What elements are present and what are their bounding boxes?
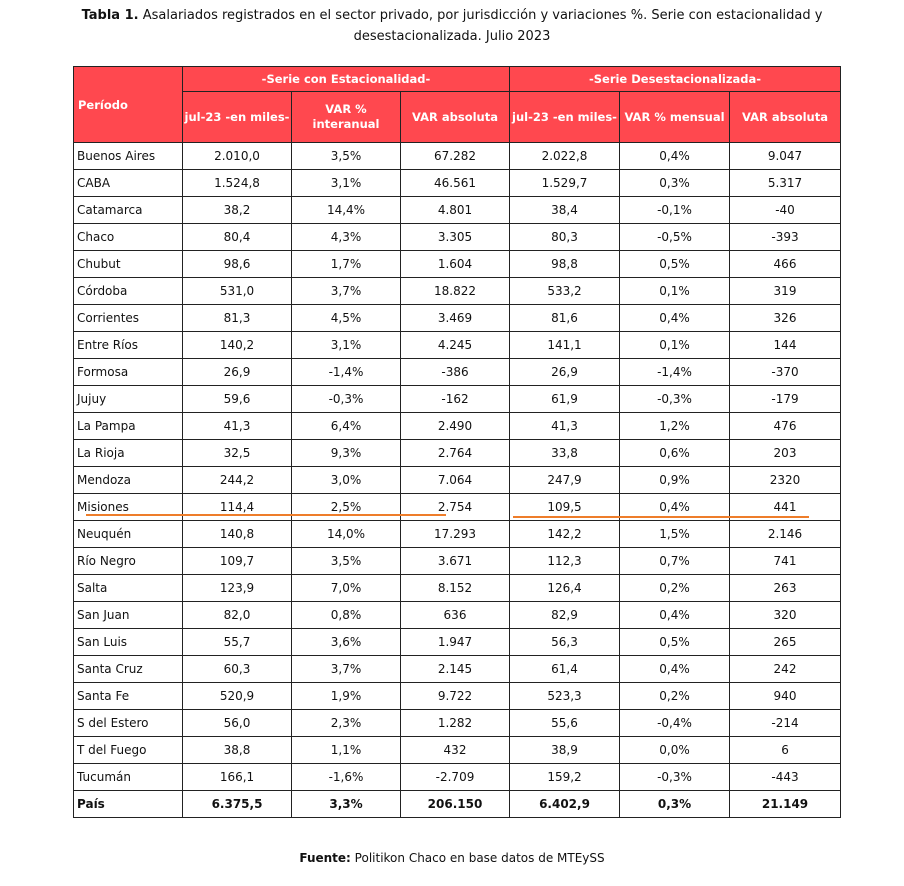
table-cell: -0,3% — [292, 386, 401, 413]
table-cell: 6.375,5 — [183, 791, 292, 818]
table-cell: 144 — [730, 332, 841, 359]
table-cell: -179 — [730, 386, 841, 413]
table-cell: 1.947 — [401, 629, 510, 656]
table-cell: 4,5% — [292, 305, 401, 332]
table-cell: 203 — [730, 440, 841, 467]
table-cell: 2.490 — [401, 413, 510, 440]
table-cell: 41,3 — [183, 413, 292, 440]
jurisdiction-cell: CABA — [74, 170, 183, 197]
table-cell: 6 — [730, 737, 841, 764]
table-cell: 26,9 — [183, 359, 292, 386]
table-row — [74, 278, 841, 305]
table-cell: 38,2 — [183, 197, 292, 224]
table-row — [74, 197, 841, 224]
jurisdiction-cell: Río Negro — [74, 548, 183, 575]
jurisdiction-cell: Chaco — [74, 224, 183, 251]
table-cell: 3,1% — [292, 170, 401, 197]
table-cell: 8.152 — [401, 575, 510, 602]
highlight-underline-deseasonal — [513, 516, 809, 518]
table-cell: 38,8 — [183, 737, 292, 764]
table-cell: 1,1% — [292, 737, 401, 764]
table-cell: 3.671 — [401, 548, 510, 575]
table-cell: 320 — [730, 602, 841, 629]
table-cell: 0,4% — [620, 143, 730, 170]
table-cell: 4,3% — [292, 224, 401, 251]
table-cell: 940 — [730, 683, 841, 710]
table-cell: 244,2 — [183, 467, 292, 494]
table-row — [74, 359, 841, 386]
table-cell: 41,3 — [510, 413, 620, 440]
jurisdiction-cell: Jujuy — [74, 386, 183, 413]
table-row — [74, 170, 841, 197]
table-cell: 741 — [730, 548, 841, 575]
table-row — [74, 251, 841, 278]
table-row — [74, 440, 841, 467]
table-cell: 0,0% — [620, 737, 730, 764]
table-row — [74, 575, 841, 602]
table-cell: 0,4% — [620, 494, 730, 521]
table-cell: 0,6% — [620, 440, 730, 467]
table-cell: 0,9% — [620, 467, 730, 494]
table-cell: 140,2 — [183, 332, 292, 359]
table-cell: -40 — [730, 197, 841, 224]
table-cell: 14,4% — [292, 197, 401, 224]
table-cell: 432 — [401, 737, 510, 764]
table-cell: 142,2 — [510, 521, 620, 548]
table-row — [74, 413, 841, 440]
table-cell: 82,9 — [510, 602, 620, 629]
table-cell: 61,9 — [510, 386, 620, 413]
table-cell: 55,6 — [510, 710, 620, 737]
table-cell: 2.754 — [401, 494, 510, 521]
table-cell: 109,5 — [510, 494, 620, 521]
jurisdiction-cell: Catamarca — [74, 197, 183, 224]
table-title-label: Tabla 1. — [81, 8, 139, 23]
jurisdiction-cell: Chubut — [74, 251, 183, 278]
table-cell: 21.149 — [730, 791, 841, 818]
table-cell: 9.047 — [730, 143, 841, 170]
table-cell: 81,6 — [510, 305, 620, 332]
table-cell: 9.722 — [401, 683, 510, 710]
table-row — [74, 467, 841, 494]
table-cell: 38,9 — [510, 737, 620, 764]
table-cell: 263 — [730, 575, 841, 602]
table-cell: 0,4% — [620, 305, 730, 332]
table-cell: 141,1 — [510, 332, 620, 359]
table-cell: 3,3% — [292, 791, 401, 818]
table-cell: 1,9% — [292, 683, 401, 710]
table-cell: 1,2% — [620, 413, 730, 440]
source-label: Fuente: — [299, 851, 351, 865]
table-cell: 3,7% — [292, 278, 401, 305]
table-cell: 98,6 — [183, 251, 292, 278]
table-cell: 0,4% — [620, 602, 730, 629]
table-cell: 242 — [730, 656, 841, 683]
jurisdiction-cell: Córdoba — [74, 278, 183, 305]
jurisdiction-cell: Misiones — [74, 494, 183, 521]
period-header: Período — [74, 67, 183, 143]
table-cell: 0,5% — [620, 629, 730, 656]
table-cell: 55,7 — [183, 629, 292, 656]
table-row — [74, 737, 841, 764]
highlight-underline-seasonal — [86, 514, 446, 516]
table-cell: 1.524,8 — [183, 170, 292, 197]
table-row — [74, 305, 841, 332]
table-cell: 523,3 — [510, 683, 620, 710]
table-cell: 1,7% — [292, 251, 401, 278]
table-cell: 61,4 — [510, 656, 620, 683]
table-cell: 2.145 — [401, 656, 510, 683]
table-row — [74, 764, 841, 791]
table-cell: 0,2% — [620, 683, 730, 710]
table-cell: 0,8% — [292, 602, 401, 629]
table-cell: -0,5% — [620, 224, 730, 251]
table-cell: 112,3 — [510, 548, 620, 575]
table-cell: 2,5% — [292, 494, 401, 521]
jurisdiction-cell: País — [74, 791, 183, 818]
table-cell: 5.317 — [730, 170, 841, 197]
table-cell: 109,7 — [183, 548, 292, 575]
table-cell: 56,0 — [183, 710, 292, 737]
table-row — [74, 710, 841, 737]
table-cell: 466 — [730, 251, 841, 278]
table-cell: -0,1% — [620, 197, 730, 224]
table-cell: 476 — [730, 413, 841, 440]
jurisdiction-cell: Corrientes — [74, 305, 183, 332]
table-cell: 3.469 — [401, 305, 510, 332]
jurisdiction-cell: Santa Fe — [74, 683, 183, 710]
table-cell: -370 — [730, 359, 841, 386]
jurisdiction-cell: Formosa — [74, 359, 183, 386]
table-cell: 46.561 — [401, 170, 510, 197]
column-header: jul-23 -en miles- — [510, 92, 620, 143]
table-cell: -386 — [401, 359, 510, 386]
column-header: VAR % interanual — [292, 92, 401, 143]
table-cell: 326 — [730, 305, 841, 332]
jurisdiction-cell: Mendoza — [74, 467, 183, 494]
table-cell: 32,5 — [183, 440, 292, 467]
table-row — [74, 521, 841, 548]
table-cell: -214 — [730, 710, 841, 737]
table-cell: 531,0 — [183, 278, 292, 305]
jurisdiction-cell: S del Estero — [74, 710, 183, 737]
table-title — [40, 5, 864, 47]
table-cell: 14,0% — [292, 521, 401, 548]
jurisdiction-cell: Neuquén — [74, 521, 183, 548]
table-cell: 0,2% — [620, 575, 730, 602]
table-cell: 159,2 — [510, 764, 620, 791]
table-cell: 441 — [730, 494, 841, 521]
table-title-text: Asalariados registrados en el sector privado, por jurisdicción y variaciones %. Serie con estacionalidad y desestacionalizada. Julio 2023 — [142, 8, 823, 44]
table-cell: 4.245 — [401, 332, 510, 359]
table-cell: 0,5% — [620, 251, 730, 278]
table-cell: 140,8 — [183, 521, 292, 548]
table-cell: 82,0 — [183, 602, 292, 629]
table-cell: 6,4% — [292, 413, 401, 440]
table-cell: 33,8 — [510, 440, 620, 467]
table-row — [74, 143, 841, 170]
table-cell: 81,3 — [183, 305, 292, 332]
table-cell: 67.282 — [401, 143, 510, 170]
table-cell: 26,9 — [510, 359, 620, 386]
table-cell: 9,3% — [292, 440, 401, 467]
table-cell: 166,1 — [183, 764, 292, 791]
table-cell: 520,9 — [183, 683, 292, 710]
table-row — [74, 683, 841, 710]
table-cell: -393 — [730, 224, 841, 251]
table-row — [74, 224, 841, 251]
table-cell: 2,3% — [292, 710, 401, 737]
table-cell: 3,5% — [292, 548, 401, 575]
table-cell: -1,4% — [292, 359, 401, 386]
table-cell: 247,9 — [510, 467, 620, 494]
table-cell: 98,8 — [510, 251, 620, 278]
table-cell: 3,6% — [292, 629, 401, 656]
group-header-deseasonal: -Serie Desestacionalizada- — [510, 67, 841, 92]
table-cell: 59,6 — [183, 386, 292, 413]
table-cell: 114,4 — [183, 494, 292, 521]
table-cell: 2.146 — [730, 521, 841, 548]
table-cell: 17.293 — [401, 521, 510, 548]
table-cell: -443 — [730, 764, 841, 791]
table-cell: 3.305 — [401, 224, 510, 251]
table-cell: 123,9 — [183, 575, 292, 602]
table-cell: 60,3 — [183, 656, 292, 683]
table-cell: 3,5% — [292, 143, 401, 170]
column-header: VAR absoluta — [730, 92, 841, 143]
table-cell: -0,4% — [620, 710, 730, 737]
table-row — [74, 332, 841, 359]
table-cell: -0,3% — [620, 764, 730, 791]
table-row — [74, 656, 841, 683]
column-header: jul-23 -en miles- — [183, 92, 292, 143]
table-cell: -1,4% — [620, 359, 730, 386]
jurisdiction-cell: Tucumán — [74, 764, 183, 791]
table-cell: 7,0% — [292, 575, 401, 602]
table-cell: 0,1% — [620, 278, 730, 305]
table-cell: 4.801 — [401, 197, 510, 224]
table-cell: 2.022,8 — [510, 143, 620, 170]
jurisdiction-cell: Entre Ríos — [74, 332, 183, 359]
table-cell: 2320 — [730, 467, 841, 494]
table-cell: 1.282 — [401, 710, 510, 737]
table-cell: -0,3% — [620, 386, 730, 413]
source-text: Politikon Chaco en base datos de MTEySS — [354, 851, 605, 865]
table-body — [74, 143, 841, 818]
table-cell: 3,7% — [292, 656, 401, 683]
table-cell: 3,1% — [292, 332, 401, 359]
jurisdiction-cell: San Juan — [74, 602, 183, 629]
table-cell: 18.822 — [401, 278, 510, 305]
table-cell: 3,0% — [292, 467, 401, 494]
table-cell: 1.604 — [401, 251, 510, 278]
table-cell: 636 — [401, 602, 510, 629]
table-cell: 206.150 — [401, 791, 510, 818]
data-table — [73, 66, 841, 818]
jurisdiction-cell: Buenos Aires — [74, 143, 183, 170]
jurisdiction-cell: La Pampa — [74, 413, 183, 440]
table-cell: 0,3% — [620, 791, 730, 818]
table-cell: 80,3 — [510, 224, 620, 251]
table-cell: 126,4 — [510, 575, 620, 602]
group-header-seasonal: -Serie con Estacionalidad- — [183, 67, 510, 92]
table-cell: -2.709 — [401, 764, 510, 791]
table-row — [74, 629, 841, 656]
column-header: VAR % mensual — [620, 92, 730, 143]
table-row — [74, 602, 841, 629]
table-cell: 80,4 — [183, 224, 292, 251]
table-row — [74, 548, 841, 575]
table-cell: 0,7% — [620, 548, 730, 575]
jurisdiction-cell: Santa Cruz — [74, 656, 183, 683]
jurisdiction-cell: San Luis — [74, 629, 183, 656]
source-footer — [0, 851, 904, 865]
table-cell: 1,5% — [620, 521, 730, 548]
table-cell: 2.764 — [401, 440, 510, 467]
table-cell: 1.529,7 — [510, 170, 620, 197]
jurisdiction-cell: T del Fuego — [74, 737, 183, 764]
table-cell: 0,3% — [620, 170, 730, 197]
table-cell: 38,4 — [510, 197, 620, 224]
jurisdiction-cell: Salta — [74, 575, 183, 602]
table-cell: 319 — [730, 278, 841, 305]
column-header: VAR absoluta — [401, 92, 510, 143]
table-cell: 533,2 — [510, 278, 620, 305]
table-cell: 6.402,9 — [510, 791, 620, 818]
jurisdiction-cell: La Rioja — [74, 440, 183, 467]
table-row — [74, 386, 841, 413]
table-cell: 0,4% — [620, 656, 730, 683]
table-cell: 2.010,0 — [183, 143, 292, 170]
table-cell: 56,3 — [510, 629, 620, 656]
table-cell: -162 — [401, 386, 510, 413]
table-cell: 7.064 — [401, 467, 510, 494]
table-cell: -1,6% — [292, 764, 401, 791]
table-cell: 0,1% — [620, 332, 730, 359]
table-cell: 265 — [730, 629, 841, 656]
table-total-row — [74, 791, 841, 818]
